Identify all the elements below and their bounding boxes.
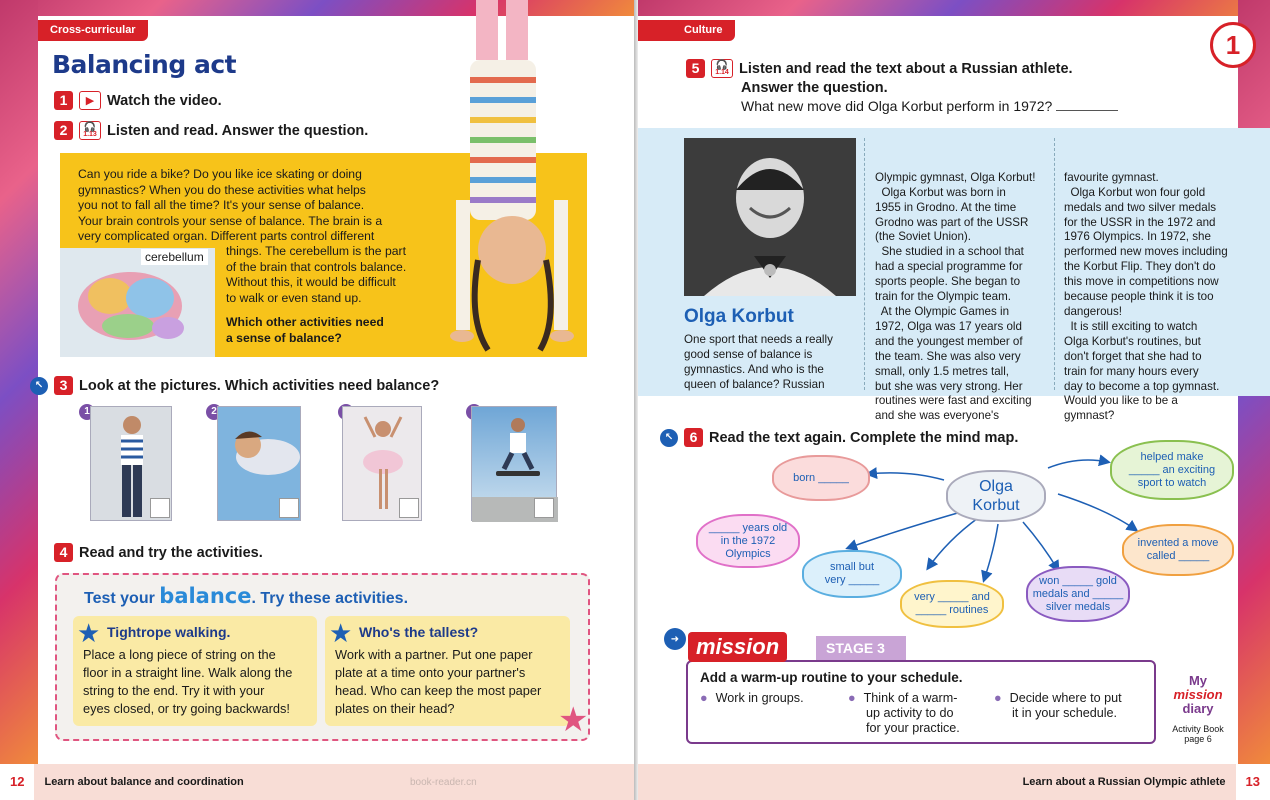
exercise-number: 1 [54, 91, 73, 110]
exercise-1-text: Watch the video. [107, 92, 222, 109]
picture-number: 2 [206, 404, 222, 420]
mind-map-won: won _____ gold medals and _____ silver medals [1026, 566, 1130, 622]
exercise-number: 6 [684, 428, 703, 447]
page-number: 13 [1236, 764, 1270, 800]
exercise-number: 3 [54, 376, 73, 395]
answer-checkbox[interactable] [279, 498, 299, 518]
answer-checkbox[interactable] [534, 498, 554, 518]
exercise-2 [54, 121, 368, 140]
cerebellum-label: cerebellum [141, 249, 208, 265]
handstand-girl-photo [448, 0, 608, 358]
decorative-star-icon: ★ [558, 701, 589, 739]
exercise-1 [54, 91, 222, 110]
watermark: book-reader.cn [410, 776, 477, 788]
exercise-6-text: Read the text again. Complete the mind map. [709, 429, 1019, 446]
activity-card-tightrope [73, 616, 317, 726]
exercise-4-text: Read and try the activities. [79, 544, 263, 561]
article-title: Olga Korbut [684, 306, 794, 327]
mind-map-center: Olga Korbut [946, 470, 1046, 522]
card-title: Who's the tallest? [359, 624, 479, 640]
mission-bullet-2: ● Think of a warm- up activity to do for your practice. [848, 691, 960, 735]
reading-question: Which other activities need a sense of balance? [226, 315, 384, 345]
olga-korbut-photo [684, 138, 856, 296]
exercise-5: 5 🎧 1.14 Listen and read the text about a Russian athlete. Answer the question. What new move did Olga Korbut perform in 1972? [686, 59, 1118, 114]
interactive-cursor-icon[interactable]: ↖ [30, 377, 48, 395]
section-tag: Culture [638, 20, 735, 41]
mission-stage: STAGE 3 [816, 636, 906, 660]
card-title: Tightrope walking. [107, 624, 231, 640]
article-column-2: Olympic gymnast, Olga Korbut! Olga Korbut was born in 1955 in Grodno. At the time Grodno was part of the USSR (the Soviet Union). She studied in a school that had a special programme for sports people. She began to train for the Olympic team. At the Olympic Games in 1972, Olga was 17 years old and the youngest member of the team. She was also very small, only 1.5 metres tall, but she was very strong. Her routines were fast and exciting and she was everyone's [875, 170, 1036, 423]
picture-number: 1 [79, 404, 95, 420]
mission-logo: mission [688, 632, 787, 662]
audio-icon[interactable]: 🎧 1.13 [79, 121, 101, 140]
exercise-number: 2 [54, 121, 73, 140]
right-footer [638, 764, 1270, 800]
exercise-5-question: What new move did Olga Korbut perform in 1972? [741, 98, 1118, 114]
unit-badge: 1 [1210, 22, 1256, 68]
answer-checkbox[interactable] [150, 498, 170, 518]
reading-text: Can you ride a bike? Do you like ice skating or doing gymnastics? When you do these activities what helps you not to fall all the time? It's your sense of balance. Your brain controls your sense of balance. The brain is a very complicated organ. Different parts control different [78, 167, 383, 243]
right-page [638, 0, 1270, 800]
arrow-right-icon[interactable]: ➜ [664, 628, 686, 650]
mind-map-years: _____ years old in the 1972 Olympics [696, 514, 800, 568]
article-column-1: One sport that needs a really good sense of balance is gymnastics. And who is the queen of balance? Russian [684, 333, 833, 391]
answer-checkbox[interactable] [399, 498, 419, 518]
exercise-number: 5 [686, 59, 705, 78]
exercise-number: 4 [54, 543, 73, 562]
mind-map-invented: invented a move called _____ [1122, 524, 1234, 576]
exercise-4 [54, 543, 263, 562]
exercise-2-text: Listen and read. Answer the question. [107, 122, 369, 139]
mission-bullet-3: ● Decide where to put it in your schedule. [994, 691, 1122, 720]
interactive-cursor-icon[interactable]: ↖ [660, 429, 678, 447]
left-page [0, 0, 634, 800]
footer-text: Learn about a Russian Olympic athlete [1022, 776, 1226, 788]
activities-heading: Test your balance. Try these activities. [84, 584, 409, 608]
page-number: 12 [0, 764, 34, 800]
card-text: Work with a partner. Put one paper plate at a time onto your partner's head. Who can keep the most paper plates on their head? [335, 647, 542, 716]
star-icon: ★ [329, 618, 353, 648]
mind-map-small: small but very _____ [802, 550, 902, 598]
article-column-3: favourite gymnast. Olga Korbut won four gold medals and two silver medals for the USSR in the 1972 and 1976 Olympics. In 1972, she performed new moves including the Korbut Flip. They don't do this move in competitions now because people think it is too dangerous! It is still exciting to watch Olga Korbut's routines, but don't forget that she had to train for many hours every day to become a top gymnast. Would you like to be a gymnast? [1064, 170, 1228, 423]
footer-text: Learn about balance and coordination [44, 776, 244, 788]
mission-bullet-1: ● Work in groups. [700, 691, 804, 705]
mission-heading: Add a warm-up routine to your schedule. [700, 670, 963, 685]
exercise-3-text: Look at the pictures. Which activities need balance? [79, 377, 440, 394]
mind-map-very: very _____ and _____ routines [900, 580, 1004, 628]
mind-map-helped: helped make _____ an exciting sport to watch [1110, 440, 1234, 500]
video-icon[interactable]: ▶ [79, 91, 101, 110]
card-text: Place a long piece of string on the floor in a straight line. Walk along the string to the end. Try it with your eyes closed, or try going backwards! [83, 647, 293, 716]
audio-icon[interactable]: 🎧 1.14 [711, 59, 733, 78]
left-footer [0, 764, 634, 800]
reading-text-continued: things. The cerebellum is the part of the brain that controls balance. Without this, it would be difficult to walk or even stand up. [226, 244, 407, 305]
star-icon: ★ [77, 618, 101, 648]
exercise-3 [30, 376, 439, 395]
mission-diary: My mission diary Activity Book page 6 [1172, 673, 1224, 744]
decorative-band-top [638, 0, 1270, 16]
activity-card-tallest [325, 616, 570, 726]
page-title: Balancing act [52, 50, 237, 79]
section-tag: Cross-curricular [38, 20, 148, 41]
mind-map-born: born _____ [772, 455, 870, 501]
